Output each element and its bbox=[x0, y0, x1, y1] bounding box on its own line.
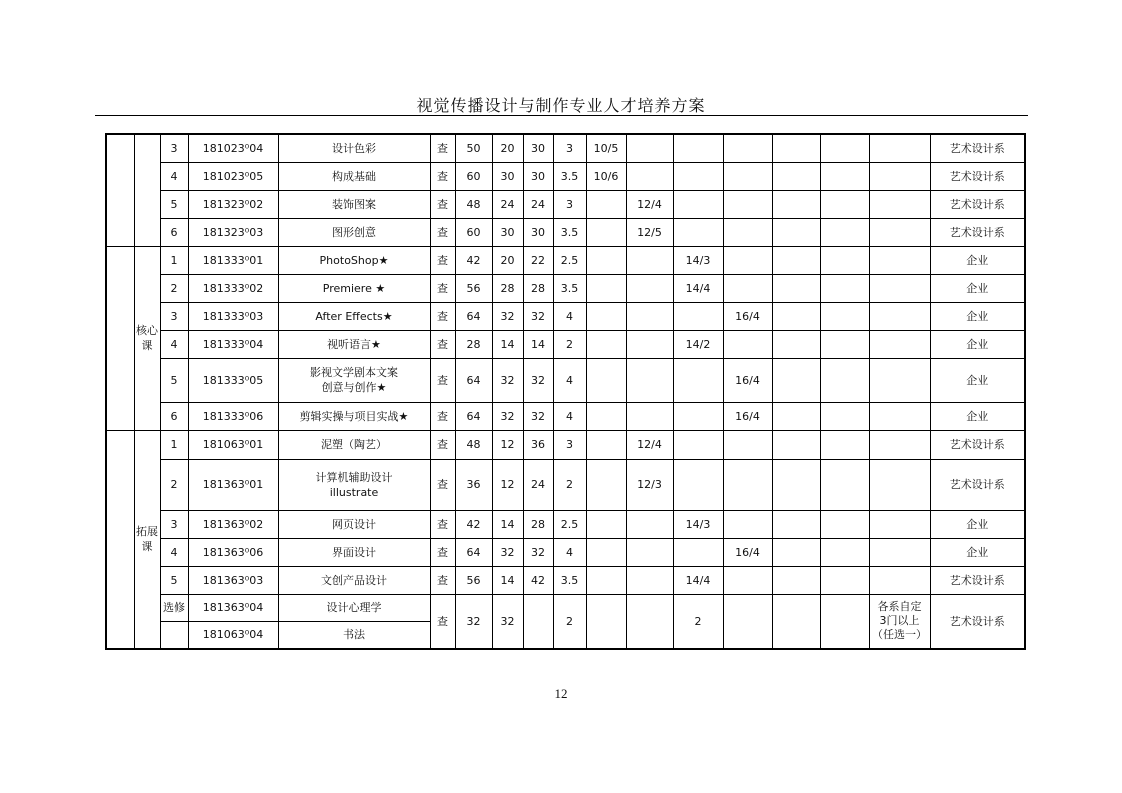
cell-exam: 查 bbox=[430, 402, 455, 430]
cell-s5 bbox=[772, 134, 820, 162]
course-name: 网页设计 bbox=[278, 510, 430, 538]
course-no: 4 bbox=[160, 162, 188, 190]
cell-s4 bbox=[723, 162, 772, 190]
cell-s6 bbox=[820, 459, 869, 510]
cell-total: 36 bbox=[455, 459, 492, 510]
cell-s5 bbox=[772, 402, 820, 430]
course-name: Premiere ★ bbox=[278, 274, 430, 302]
course-name: 剪辑实操与项目实战★ bbox=[278, 402, 430, 430]
cell-theory: 30 bbox=[492, 162, 523, 190]
cell-s1 bbox=[586, 274, 626, 302]
cell-s1 bbox=[586, 510, 626, 538]
cell-note bbox=[869, 302, 930, 330]
cell-s3 bbox=[673, 430, 723, 459]
cell-s4 bbox=[723, 190, 772, 218]
cell-credit: 4 bbox=[553, 302, 586, 330]
cell-s5 bbox=[772, 274, 820, 302]
cell-exam: 查 bbox=[430, 218, 455, 246]
cell-s3 bbox=[673, 402, 723, 430]
cell-s6 bbox=[820, 566, 869, 594]
cell-practice: 24 bbox=[523, 459, 553, 510]
cell-exam: 查 bbox=[430, 594, 455, 649]
cell-s3: 14/2 bbox=[673, 330, 723, 358]
cell-s5 bbox=[772, 162, 820, 190]
cell-theory: 28 bbox=[492, 274, 523, 302]
course-code: 181063⁰01 bbox=[188, 430, 278, 459]
cell-total: 64 bbox=[455, 302, 492, 330]
course-code: 181023⁰05 bbox=[188, 162, 278, 190]
cell-total: 48 bbox=[455, 430, 492, 459]
table-row bbox=[106, 218, 1025, 246]
course-no: 3 bbox=[160, 510, 188, 538]
cell-total: 56 bbox=[455, 566, 492, 594]
course-name: 图形创意 bbox=[278, 218, 430, 246]
cell-s4 bbox=[723, 510, 772, 538]
course-name: 设计色彩 bbox=[278, 134, 430, 162]
cell-practice: 30 bbox=[523, 134, 553, 162]
cell-total: 28 bbox=[455, 330, 492, 358]
group-cell-blank-outer bbox=[106, 430, 134, 649]
course-code: 181333⁰02 bbox=[188, 274, 278, 302]
cell-credit: 4 bbox=[553, 358, 586, 402]
course-no: 1 bbox=[160, 430, 188, 459]
cell-s4 bbox=[723, 274, 772, 302]
cell-s2 bbox=[626, 594, 673, 649]
cell-s6 bbox=[820, 274, 869, 302]
cell-s5 bbox=[772, 566, 820, 594]
table-row bbox=[106, 358, 1025, 402]
cell-note bbox=[869, 538, 930, 566]
cell-s4: 16/4 bbox=[723, 358, 772, 402]
cell-s3 bbox=[673, 134, 723, 162]
cell-s6 bbox=[820, 330, 869, 358]
cell-theory: 32 bbox=[492, 402, 523, 430]
cell-practice: 28 bbox=[523, 510, 553, 538]
cell-dept: 企业 bbox=[930, 402, 1025, 430]
cell-s1 bbox=[586, 302, 626, 330]
cell-s2 bbox=[626, 538, 673, 566]
cell-dept: 艺术设计系 bbox=[930, 134, 1025, 162]
cell-practice: 32 bbox=[523, 538, 553, 566]
course-code: 181363⁰06 bbox=[188, 538, 278, 566]
cell-s1: 10/6 bbox=[586, 162, 626, 190]
course-code: 181333⁰03 bbox=[188, 302, 278, 330]
cell-note bbox=[869, 218, 930, 246]
cell-note bbox=[869, 330, 930, 358]
elective-label: 选修 bbox=[160, 594, 188, 621]
cell-s1 bbox=[586, 594, 626, 649]
cell-s2: 12/4 bbox=[626, 430, 673, 459]
cell-s1 bbox=[586, 330, 626, 358]
cell-practice: 22 bbox=[523, 246, 553, 274]
cell-s3 bbox=[673, 538, 723, 566]
cell-s4 bbox=[723, 430, 772, 459]
table-row bbox=[106, 162, 1025, 190]
cell-s6 bbox=[820, 190, 869, 218]
cell-s1 bbox=[586, 459, 626, 510]
cell-dept: 企业 bbox=[930, 274, 1025, 302]
cell-s2 bbox=[626, 162, 673, 190]
cell-practice: 32 bbox=[523, 302, 553, 330]
cell-s2: 12/3 bbox=[626, 459, 673, 510]
cell-s3 bbox=[673, 190, 723, 218]
table-row bbox=[106, 302, 1025, 330]
cell-total: 56 bbox=[455, 274, 492, 302]
cell-total: 32 bbox=[455, 594, 492, 649]
cell-credit: 3.5 bbox=[553, 566, 586, 594]
cell-credit: 2.5 bbox=[553, 510, 586, 538]
cell-s1 bbox=[586, 566, 626, 594]
cell-s3: 2 bbox=[673, 594, 723, 649]
course-name: 界面设计 bbox=[278, 538, 430, 566]
cell-theory: 20 bbox=[492, 134, 523, 162]
cell-s3: 14/3 bbox=[673, 246, 723, 274]
cell-s2 bbox=[626, 566, 673, 594]
cell-exam: 查 bbox=[430, 302, 455, 330]
course-code: 181323⁰03 bbox=[188, 218, 278, 246]
course-name: 书法 bbox=[278, 621, 430, 649]
cell-s2 bbox=[626, 510, 673, 538]
cell-s6 bbox=[820, 510, 869, 538]
header-rule bbox=[95, 115, 1028, 116]
cell-credit: 2 bbox=[553, 330, 586, 358]
group-ext-label: 拓展 课 bbox=[134, 430, 160, 649]
cell-note bbox=[869, 190, 930, 218]
cell-note bbox=[869, 566, 930, 594]
table-row bbox=[106, 330, 1025, 358]
course-no: 6 bbox=[160, 218, 188, 246]
cell-s4 bbox=[723, 330, 772, 358]
cell-s4: 16/4 bbox=[723, 538, 772, 566]
cell-dept: 艺术设计系 bbox=[930, 430, 1025, 459]
cell-s2 bbox=[626, 274, 673, 302]
cell-total: 60 bbox=[455, 162, 492, 190]
group-cell-blank-outer bbox=[106, 246, 134, 430]
cell-note bbox=[869, 246, 930, 274]
course-no: 5 bbox=[160, 566, 188, 594]
cell-practice: 36 bbox=[523, 430, 553, 459]
cell-theory: 30 bbox=[492, 218, 523, 246]
cell-s3 bbox=[673, 459, 723, 510]
cell-exam: 查 bbox=[430, 459, 455, 510]
cell-s6 bbox=[820, 358, 869, 402]
group-core-label: 核心 课 bbox=[134, 246, 160, 430]
cell-s1 bbox=[586, 430, 626, 459]
cell-s6 bbox=[820, 246, 869, 274]
table-row bbox=[106, 510, 1025, 538]
cell-dept: 艺术设计系 bbox=[930, 594, 1025, 649]
course-name: 设计心理学 bbox=[278, 594, 430, 621]
cell-note bbox=[869, 134, 930, 162]
cell-note bbox=[869, 358, 930, 402]
cell-practice: 14 bbox=[523, 330, 553, 358]
course-code: 181333⁰06 bbox=[188, 402, 278, 430]
cell-practice: 32 bbox=[523, 402, 553, 430]
cell-s6 bbox=[820, 538, 869, 566]
cell-exam: 查 bbox=[430, 330, 455, 358]
cell-theory: 20 bbox=[492, 246, 523, 274]
cell-s6 bbox=[820, 162, 869, 190]
course-table bbox=[105, 133, 1026, 650]
page-number: 12 bbox=[554, 686, 568, 701]
cell-s5 bbox=[772, 358, 820, 402]
cell-dept: 企业 bbox=[930, 302, 1025, 330]
table-row bbox=[106, 430, 1025, 459]
course-name: After Effects★ bbox=[278, 302, 430, 330]
elective-blank bbox=[160, 621, 188, 649]
cell-dept: 艺术设计系 bbox=[930, 162, 1025, 190]
cell-note bbox=[869, 274, 930, 302]
cell-s5 bbox=[772, 330, 820, 358]
cell-theory: 14 bbox=[492, 330, 523, 358]
cell-credit: 2 bbox=[553, 594, 586, 649]
cell-s3: 14/4 bbox=[673, 566, 723, 594]
cell-practice: 30 bbox=[523, 218, 553, 246]
cell-practice: 24 bbox=[523, 190, 553, 218]
cell-note bbox=[869, 459, 930, 510]
cell-dept: 企业 bbox=[930, 330, 1025, 358]
cell-s4 bbox=[723, 246, 772, 274]
course-name: 构成基础 bbox=[278, 162, 430, 190]
cell-credit: 3 bbox=[553, 430, 586, 459]
course-no: 4 bbox=[160, 330, 188, 358]
cell-note bbox=[869, 402, 930, 430]
cell-dept: 艺术设计系 bbox=[930, 566, 1025, 594]
cell-credit: 4 bbox=[553, 538, 586, 566]
course-name: 计算机辅助设计 illustrate bbox=[278, 459, 430, 510]
cell-s5 bbox=[772, 594, 820, 649]
cell-dept: 企业 bbox=[930, 358, 1025, 402]
table-row bbox=[106, 190, 1025, 218]
cell-s6 bbox=[820, 402, 869, 430]
cell-s6 bbox=[820, 302, 869, 330]
table-row bbox=[106, 566, 1025, 594]
cell-s6 bbox=[820, 218, 869, 246]
cell-s5 bbox=[772, 246, 820, 274]
course-code: 181363⁰03 bbox=[188, 566, 278, 594]
course-name: 文创产品设计 bbox=[278, 566, 430, 594]
cell-s2 bbox=[626, 358, 673, 402]
cell-theory: 32 bbox=[492, 358, 523, 402]
course-code: 181333⁰04 bbox=[188, 330, 278, 358]
cell-theory: 12 bbox=[492, 459, 523, 510]
table-row bbox=[106, 402, 1025, 430]
course-no: 6 bbox=[160, 402, 188, 430]
cell-s5 bbox=[772, 190, 820, 218]
cell-theory: 32 bbox=[492, 594, 523, 649]
cell-theory: 14 bbox=[492, 510, 523, 538]
cell-exam: 查 bbox=[430, 134, 455, 162]
cell-s6 bbox=[820, 134, 869, 162]
cell-s3 bbox=[673, 162, 723, 190]
cell-s5 bbox=[772, 302, 820, 330]
course-code: 181333⁰05 bbox=[188, 358, 278, 402]
cell-practice bbox=[523, 594, 553, 649]
cell-exam: 查 bbox=[430, 430, 455, 459]
cell-s1 bbox=[586, 190, 626, 218]
cell-exam: 查 bbox=[430, 162, 455, 190]
course-code: 181063⁰04 bbox=[188, 621, 278, 649]
cell-s3 bbox=[673, 218, 723, 246]
cell-s5 bbox=[772, 538, 820, 566]
cell-note: 各系自定 3门以上 （任选一） bbox=[869, 594, 930, 649]
course-no: 5 bbox=[160, 358, 188, 402]
cell-credit: 3.5 bbox=[553, 162, 586, 190]
course-name: 泥塑（陶艺） bbox=[278, 430, 430, 459]
cell-credit: 4 bbox=[553, 402, 586, 430]
cell-credit: 3.5 bbox=[553, 274, 586, 302]
cell-s5 bbox=[772, 430, 820, 459]
cell-s3 bbox=[673, 358, 723, 402]
cell-credit: 3.5 bbox=[553, 218, 586, 246]
cell-s6 bbox=[820, 594, 869, 649]
cell-practice: 32 bbox=[523, 358, 553, 402]
course-name: 装饰图案 bbox=[278, 190, 430, 218]
course-no: 3 bbox=[160, 134, 188, 162]
cell-s2 bbox=[626, 302, 673, 330]
table-row-elective bbox=[106, 594, 1025, 621]
cell-s1 bbox=[586, 358, 626, 402]
table-row bbox=[106, 274, 1025, 302]
cell-credit: 2.5 bbox=[553, 246, 586, 274]
group-cell-blank-outer bbox=[106, 134, 134, 246]
cell-s2 bbox=[626, 246, 673, 274]
table-row bbox=[106, 246, 1025, 274]
group-cell-blank bbox=[134, 134, 160, 246]
cell-s4 bbox=[723, 218, 772, 246]
cell-total: 42 bbox=[455, 246, 492, 274]
cell-exam: 查 bbox=[430, 246, 455, 274]
cell-note bbox=[869, 430, 930, 459]
cell-s1 bbox=[586, 538, 626, 566]
cell-s2 bbox=[626, 134, 673, 162]
course-no: 2 bbox=[160, 274, 188, 302]
course-no: 5 bbox=[160, 190, 188, 218]
table-row bbox=[106, 134, 1025, 162]
cell-exam: 查 bbox=[430, 510, 455, 538]
course-no: 1 bbox=[160, 246, 188, 274]
cell-note bbox=[869, 510, 930, 538]
cell-s5 bbox=[772, 459, 820, 510]
cell-dept: 艺术设计系 bbox=[930, 190, 1025, 218]
cell-s4: 16/4 bbox=[723, 402, 772, 430]
cell-dept: 企业 bbox=[930, 538, 1025, 566]
cell-s1 bbox=[586, 246, 626, 274]
cell-total: 64 bbox=[455, 538, 492, 566]
cell-exam: 查 bbox=[430, 274, 455, 302]
course-code: 181363⁰01 bbox=[188, 459, 278, 510]
course-name: 影视文学剧本文案 创意与创作★ bbox=[278, 358, 430, 402]
cell-theory: 14 bbox=[492, 566, 523, 594]
cell-s1 bbox=[586, 402, 626, 430]
course-no: 4 bbox=[160, 538, 188, 566]
table-row bbox=[106, 538, 1025, 566]
cell-dept: 艺术设计系 bbox=[930, 218, 1025, 246]
cell-total: 50 bbox=[455, 134, 492, 162]
cell-exam: 查 bbox=[430, 190, 455, 218]
cell-credit: 3 bbox=[553, 190, 586, 218]
course-code: 181323⁰02 bbox=[188, 190, 278, 218]
cell-s6 bbox=[820, 430, 869, 459]
cell-s2: 12/5 bbox=[626, 218, 673, 246]
cell-s2 bbox=[626, 402, 673, 430]
cell-s3: 14/3 bbox=[673, 510, 723, 538]
course-code: 181333⁰01 bbox=[188, 246, 278, 274]
cell-total: 48 bbox=[455, 190, 492, 218]
cell-practice: 30 bbox=[523, 162, 553, 190]
cell-s1: 10/5 bbox=[586, 134, 626, 162]
cell-s4 bbox=[723, 459, 772, 510]
cell-s4 bbox=[723, 594, 772, 649]
page-header-title: 视觉传播设计与制作专业人才培养方案 bbox=[416, 96, 706, 115]
cell-practice: 28 bbox=[523, 274, 553, 302]
cell-dept: 企业 bbox=[930, 510, 1025, 538]
cell-exam: 查 bbox=[430, 566, 455, 594]
cell-s2 bbox=[626, 330, 673, 358]
course-name: 视听语言★ bbox=[278, 330, 430, 358]
cell-exam: 查 bbox=[430, 358, 455, 402]
course-code: 181363⁰04 bbox=[188, 594, 278, 621]
course-table-body bbox=[106, 134, 1025, 649]
cell-total: 60 bbox=[455, 218, 492, 246]
cell-s2: 12/4 bbox=[626, 190, 673, 218]
cell-s4: 16/4 bbox=[723, 302, 772, 330]
cell-total: 64 bbox=[455, 402, 492, 430]
course-code: 181023⁰04 bbox=[188, 134, 278, 162]
cell-s4 bbox=[723, 566, 772, 594]
table-row bbox=[106, 459, 1025, 510]
cell-dept: 企业 bbox=[930, 246, 1025, 274]
cell-s3 bbox=[673, 302, 723, 330]
cell-s3: 14/4 bbox=[673, 274, 723, 302]
cell-practice: 42 bbox=[523, 566, 553, 594]
cell-dept: 艺术设计系 bbox=[930, 459, 1025, 510]
course-no: 2 bbox=[160, 459, 188, 510]
cell-credit: 3 bbox=[553, 134, 586, 162]
cell-total: 42 bbox=[455, 510, 492, 538]
cell-s5 bbox=[772, 510, 820, 538]
cell-total: 64 bbox=[455, 358, 492, 402]
cell-note bbox=[869, 162, 930, 190]
cell-theory: 24 bbox=[492, 190, 523, 218]
cell-s1 bbox=[586, 218, 626, 246]
cell-theory: 32 bbox=[492, 302, 523, 330]
course-code: 181363⁰02 bbox=[188, 510, 278, 538]
cell-s5 bbox=[772, 218, 820, 246]
cell-credit: 2 bbox=[553, 459, 586, 510]
cell-theory: 32 bbox=[492, 538, 523, 566]
cell-theory: 12 bbox=[492, 430, 523, 459]
course-name: PhotoShop★ bbox=[278, 246, 430, 274]
cell-s4 bbox=[723, 134, 772, 162]
cell-exam: 查 bbox=[430, 538, 455, 566]
course-no: 3 bbox=[160, 302, 188, 330]
